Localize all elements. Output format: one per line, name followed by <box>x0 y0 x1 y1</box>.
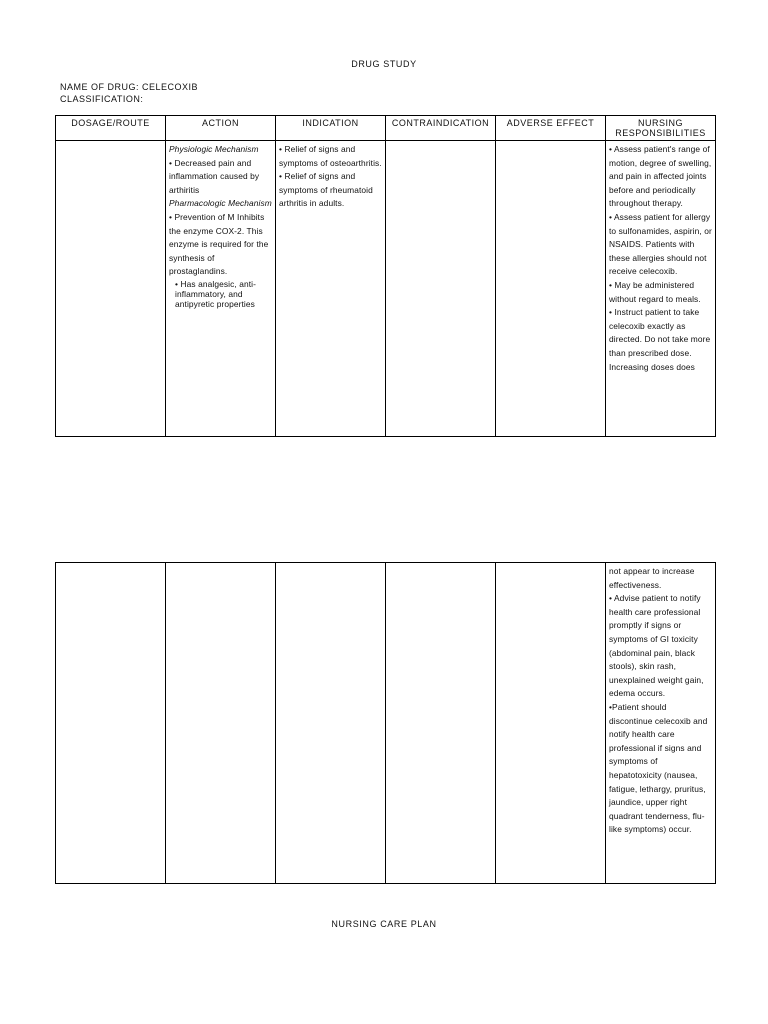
adverse-effect-cell <box>496 563 606 884</box>
header-adverse-effect: ADVERSE EFFECT <box>496 116 606 141</box>
nursing-bullet: • Assess patient for allergy to sulfonamides, aspirin, or NSAIDS. Patients with these allergies should not receive celecoxib. <box>609 211 712 277</box>
drug-study-table-continued <box>55 562 716 884</box>
table-row <box>56 141 716 437</box>
table-row <box>56 563 716 884</box>
nursing-care-plan-title: NURSING CARE PLAN <box>331 919 437 929</box>
document-title: DRUG STUDY <box>351 59 417 69</box>
nursing-bullet: • Instruct patient to take celecoxib exactly as directed. Do not take more than prescribed dose. Increasing doses does <box>609 307 711 372</box>
drug-study-table <box>55 115 716 437</box>
nursing-continued-text: not appear to increase effectiveness. <box>609 566 695 590</box>
adverse-effect-cell <box>496 141 606 437</box>
pharmacologic-mechanism-heading: Pharmacologic Mechanism <box>169 198 272 209</box>
action-cell <box>166 563 276 884</box>
nursing-bullet: •Patient should discontinue celecoxib and notify health care professional if signs and symptoms of hepatotoxicity (nausea, fatigue, lethargy, pruritus, jaundice, upper right quadrant tenderness, flu-like symptoms) occur. <box>609 701 708 835</box>
header-indication: INDICATION <box>276 116 386 141</box>
nursing-bullet: • Assess patient's range of motion, degree of swelling, and pain in affected joints before and periodically throughout therapy. <box>609 144 712 209</box>
indication-bullet: • Relief of signs and symptoms of osteoarthritis. <box>279 144 382 168</box>
dosage-route-cell <box>56 563 166 884</box>
dosage-route-cell <box>56 141 166 437</box>
nursing-bullet: • May be administered without regard to meals. <box>609 279 701 304</box>
contraindication-cell <box>386 141 496 437</box>
pharmacologic-mechanism-text: • Prevention of M Inhibits the enzyme COX-2. This enzyme is required for the synthesis of prostaglandins. <box>169 211 269 277</box>
header-contraindication: CONTRAINDICATION <box>386 116 496 141</box>
nursing-bullet: • Advise patient to notify health care professional promptly if signs or symptoms of GI toxicity (abdominal pain, black stools), skin rash, unexplained weight gain, edema occurs. <box>609 593 704 699</box>
classification-line: CLASSIFICATION: <box>60 94 144 104</box>
indication-cell <box>276 563 386 884</box>
drug-name-line: NAME OF DRUG: CELECOXIB <box>60 82 199 92</box>
header-nursing-responsibilities: NURSING RESPONSIBILITIES <box>606 116 716 141</box>
nursing-responsibilities-cell <box>606 563 716 884</box>
header-action: ACTION <box>166 116 276 141</box>
action-cell <box>166 141 276 437</box>
physiologic-mechanism-heading: Physiologic Mechanism <box>169 144 259 154</box>
physiologic-mechanism-text: • Decreased pain and inflammation caused by arthiritis <box>169 157 260 195</box>
header-dosage-route: DOSAGE/ROUTE <box>56 116 166 141</box>
indication-cell <box>276 141 386 437</box>
action-sub-bullet: • Has analgesic, anti-inflammatory, and antipyretic properties <box>175 278 257 309</box>
table-header-row <box>56 116 716 141</box>
indication-bullet: • Relief of signs and symptoms of rheumatoid arthritis in adults. <box>279 171 373 209</box>
nursing-responsibilities-cell <box>606 141 716 437</box>
contraindication-cell <box>386 563 496 884</box>
